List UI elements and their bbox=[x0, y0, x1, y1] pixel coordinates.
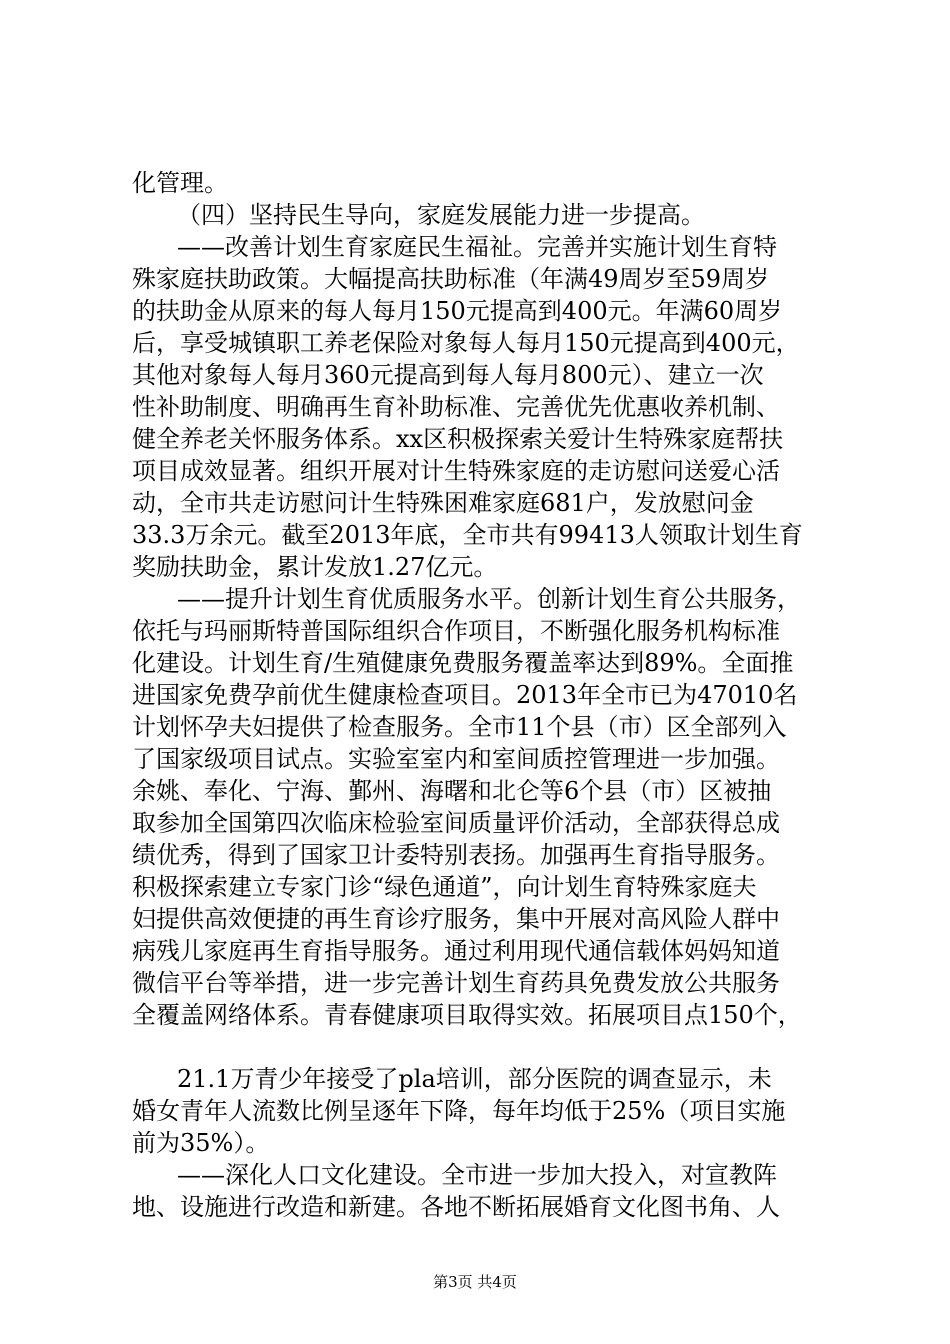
text-line: 动，全市共走访慰问计生特殊困难家庭681户，发放慰问金 bbox=[132, 489, 754, 517]
text-line: 化建设。计划生育/生殖健康免费服务覆盖率达到89%。全面推 bbox=[132, 649, 794, 677]
text-line: 进国家免费孕前优生健康检查项目。2013年全市已为47010名 bbox=[132, 681, 798, 709]
text-line: 取参加全国第四次临床检验室间质量评价活动，全部获得总成 bbox=[132, 809, 780, 837]
text-line: 后，享受城镇职工养老保险对象每人每月150元提高到400元， bbox=[132, 329, 800, 357]
text-line: 计划怀孕夫妇提供了检查服务。全市11个县（市）区全部列入 bbox=[132, 713, 787, 741]
text-line: 全覆盖网络体系。青春健康项目取得实效。拓展项目点150个， bbox=[132, 1001, 802, 1029]
text-line: 的扶助金从原来的每人每月150元提高到400元。年满60周岁 bbox=[132, 297, 783, 325]
text-line: 病残儿家庭再生育指导服务。通过利用现代通信载体妈妈知道 bbox=[132, 937, 780, 965]
page-footer: 第3页 共4页 bbox=[433, 1273, 517, 1291]
text-line: 积极探索建立专家门诊“绿色通道”，向计划生育特殊家庭夫 bbox=[132, 873, 757, 901]
text-line: 33.3万余元。截至2013年底，全市共有99413人领取计划生育 bbox=[132, 521, 803, 549]
text-line: 绩优秀，得到了国家卫计委特别表扬。加强再生育指导服务。 bbox=[132, 841, 780, 869]
text-line: ——改善计划生育家庭民生福祉。完善并实施计划生育特 bbox=[177, 233, 777, 261]
text-line: 健全养老关怀服务体系。xx区积极探索关爱计生特殊家庭帮扶 bbox=[132, 425, 784, 453]
text-line: 项目成效显著。组织开展对计生特殊家庭的走访慰问送爱心活 bbox=[132, 457, 780, 485]
text-line: 化管理。 bbox=[132, 169, 228, 197]
text-line: 妇提供高效便捷的再生育诊疗服务，集中开展对高风险人群中 bbox=[132, 905, 780, 933]
text-line: 婚女青年人流数比例呈逐年下降，每年均低于25%（项目实施 bbox=[132, 1097, 786, 1125]
text-line: 21.1万青少年接受了pla培训，部分医院的调查显示，未 bbox=[177, 1065, 772, 1093]
text-line: 余姚、奉化、宁海、鄞州、海曙和北仑等6个县（市）区被抽 bbox=[132, 777, 772, 805]
text-line: 了国家级项目试点。实验室室内和室间质控管理进一步加强。 bbox=[132, 745, 780, 773]
text-line: 性补助制度、明确再生育补助标准、完善优先优惠收养机制、 bbox=[132, 393, 780, 421]
text-line: 前为35%）。 bbox=[132, 1129, 270, 1157]
section-heading: （四）坚持民生导向，家庭发展能力进一步提高。 bbox=[177, 201, 705, 229]
text-line: ——提升计划生育优质服务水平。创新计划生育公共服务， bbox=[177, 585, 801, 613]
text-line: 殊家庭扶助政策。大幅提高扶助标准（年满49周岁至59周岁 bbox=[132, 265, 770, 293]
text-line: ——深化人口文化建设。全市进一步加大投入，对宣教阵 bbox=[177, 1161, 777, 1189]
text-line: 微信平台等举措，进一步完善计划生育药具免费发放公共服务 bbox=[132, 969, 780, 997]
text-line: 地、设施进行改造和新建。各地不断拓展婚育文化图书角、人 bbox=[132, 1193, 780, 1221]
text-line: 奖励扶助金，累计发放1.27亿元。 bbox=[132, 553, 498, 581]
text-line: 依托与玛丽斯特普国际组织合作项目，不断强化服务机构标准 bbox=[132, 617, 780, 645]
text-line: 其他对象每人每月360元提高到每人每月800元）、建立一次 bbox=[132, 361, 764, 389]
